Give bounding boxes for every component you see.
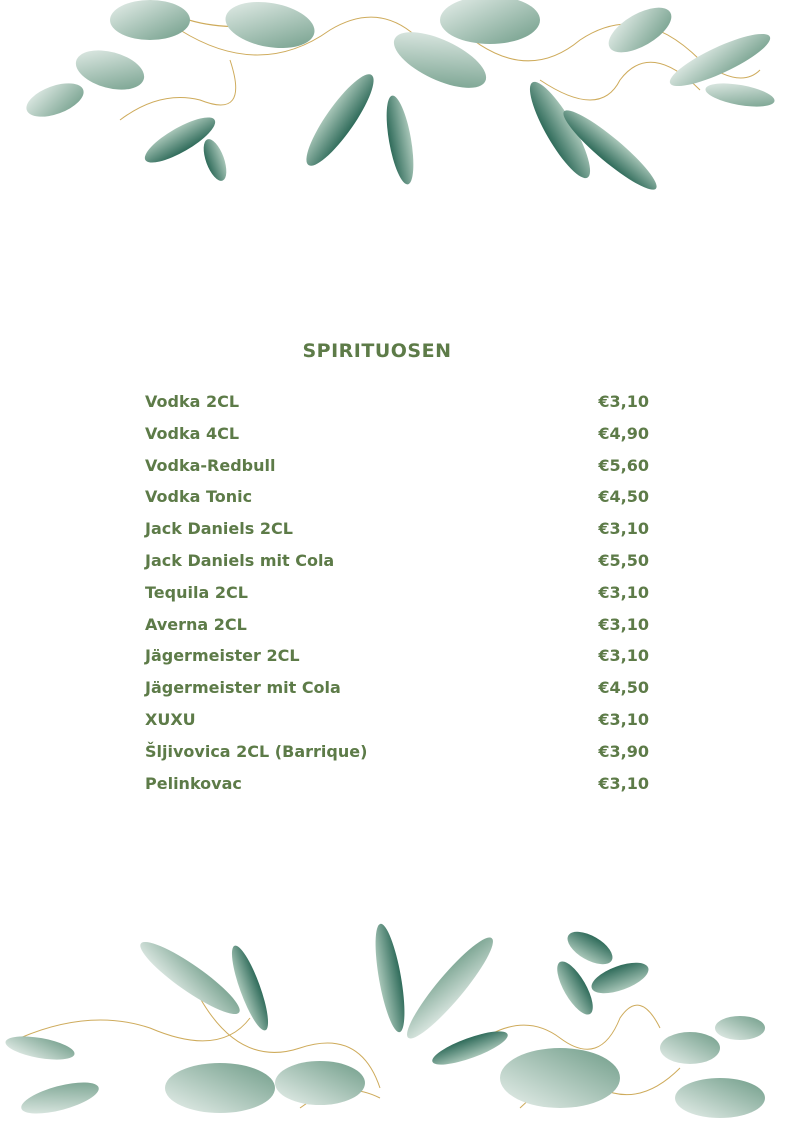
spirits-menu-list (145, 392, 649, 805)
menu-item-name: Tequila 2CL (145, 582, 248, 602)
menu-item-name: Vodka Tonic (145, 487, 253, 507)
menu-item (145, 456, 649, 488)
menu-item (145, 424, 649, 456)
menu-item-price: €3,10 (598, 709, 649, 729)
menu-item (145, 742, 649, 774)
menu-item-price: €3,10 (598, 646, 649, 666)
menu-item-name: Šljivovica 2CL (Barrique) (145, 741, 368, 761)
menu-item (145, 392, 649, 424)
menu-item-price: €5,60 (598, 455, 649, 475)
menu-item-name: Averna 2CL (145, 614, 247, 634)
top-eucalyptus-illustration (0, 0, 794, 215)
menu-item-price: €5,50 (598, 550, 649, 570)
menu-item-name: Vodka 4CL (145, 423, 240, 443)
menu-item (145, 678, 649, 710)
menu-item (145, 583, 649, 615)
menu-item-name: Vodka-Redbull (145, 455, 276, 475)
menu-item (145, 774, 649, 806)
menu-item (145, 646, 649, 678)
menu-item-price: €3,10 (598, 773, 649, 793)
menu-item (145, 551, 649, 583)
menu-item-price: €3,90 (598, 741, 649, 761)
menu-item (145, 519, 649, 551)
menu-item-name: Jägermeister 2CL (145, 646, 300, 666)
menu-item-name: Vodka 2CL (145, 392, 240, 411)
menu-item-price: €3,10 (598, 519, 649, 539)
top-floral-decoration (0, 0, 794, 215)
menu-item-name: XUXU (145, 709, 196, 729)
menu-item-name: Pelinkovac (145, 773, 242, 793)
menu-item-name: Jägermeister mit Cola (145, 678, 341, 698)
menu-item-name: Jack Daniels mit Cola (145, 550, 335, 570)
bottom-eucalyptus-illustration (0, 918, 794, 1123)
menu-item-price: €3,10 (598, 392, 649, 411)
menu-item (145, 710, 649, 742)
menu-item (145, 487, 649, 519)
menu-item (145, 615, 649, 647)
menu-item-name: Jack Daniels 2CL (145, 519, 293, 539)
menu-item-price: €4,50 (598, 678, 649, 698)
menu-item-price: €3,10 (598, 614, 649, 634)
menu-item-price: €3,10 (598, 582, 649, 602)
menu-title: SPIRITUOSEN (302, 339, 452, 362)
bottom-floral-decoration (0, 918, 794, 1123)
menu-item-price: €4,90 (598, 423, 649, 443)
menu-item-price: €4,50 (598, 487, 649, 507)
